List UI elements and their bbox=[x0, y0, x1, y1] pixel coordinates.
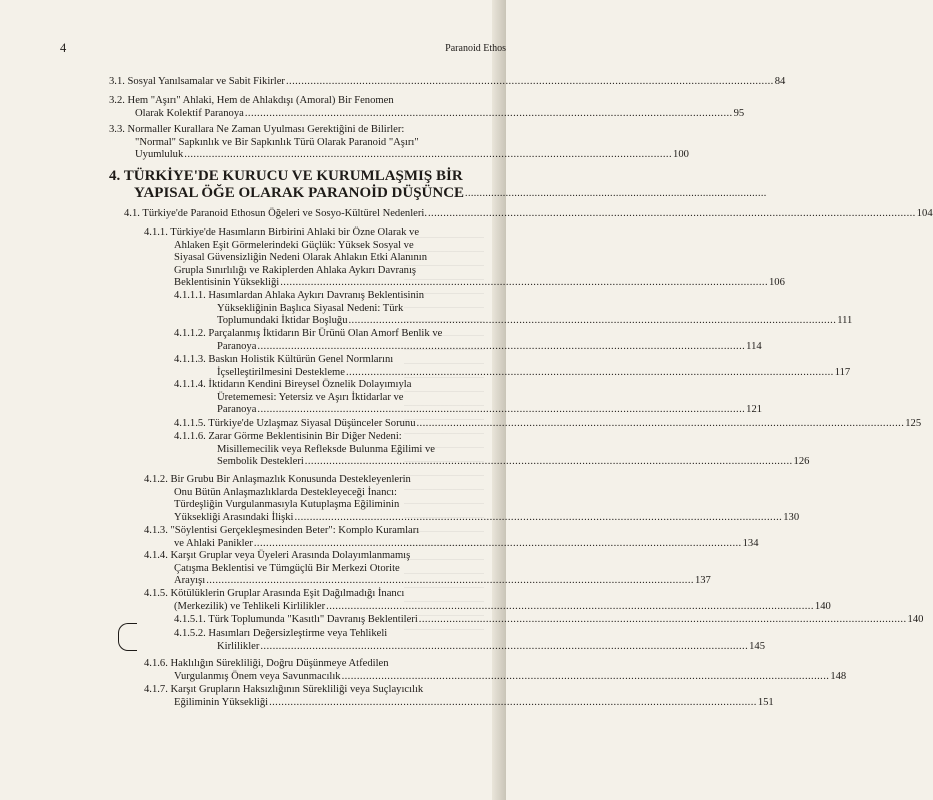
toc-entry-text: 4.1.5.1. Türk Toplumunda "Kasıtlı" Davranış Beklentileri bbox=[174, 614, 418, 625]
toc-entry-text: "Normal" Sapkınlık ve Bir Sapkınlık Türü Olarak Paranoid "Aşırı" bbox=[135, 136, 419, 148]
toc-entry-page: 84 bbox=[774, 76, 786, 87]
toc-entry-page: 117 bbox=[834, 366, 851, 378]
toc-entry-text: (Merkezilik) ve Tehlikeli Kirlilikler bbox=[174, 600, 326, 612]
toc-entry-text: 4.1.6. Haklılığın Sürekliliği, Doğru Düşünmeye Atfedilen bbox=[144, 658, 389, 669]
toc-entry-text: Eğiliminin Yüksekliği bbox=[174, 696, 269, 708]
toc-entry-page: 148 bbox=[830, 670, 847, 682]
toc-entry-text: 4.1.7. Karşıt Grupların Haksızlığının Sürekliliği veya Suçlayıcılık bbox=[144, 684, 424, 695]
toc-entry-page: 140 bbox=[814, 600, 831, 612]
toc-entry-text: Beklentisinin Yüksekliği bbox=[174, 277, 280, 289]
toc-entry-text: Grupla Sınırlılığı ve Rakiplerden Ahlaka Aykırı Davranış bbox=[174, 264, 417, 276]
leader-dots bbox=[465, 185, 767, 202]
toc-entry-4-1-1-4 bbox=[174, 379, 763, 417]
toc-entry-text: Kirlilikler bbox=[217, 640, 260, 652]
toc-entry-text: Paranoya bbox=[217, 404, 257, 416]
toc-entry-text: Yüksekliğinin Başlıca Siyasal Nedeni: Türk bbox=[217, 302, 404, 314]
toc-entry-text: 4.1.4. Karşıt Gruplar veya Üyeleri Arasında Dolayımlanmamış bbox=[144, 550, 411, 561]
toc-entry-text: 3.3. Normaller Kurallara Ne Zaman Uyulması Gerektiğini de Bilirler: bbox=[109, 124, 405, 135]
leader-dots bbox=[342, 671, 830, 684]
toc-entry-page: 100 bbox=[673, 149, 689, 161]
toc-entry-page: 140 bbox=[907, 614, 924, 625]
toc-entry-text: Türdeşliğin Vurgulanmasıyla Kutuplaşma Eğiliminin bbox=[174, 499, 400, 511]
leader-dots bbox=[286, 76, 774, 89]
toc-entry-page: 145 bbox=[749, 640, 766, 652]
toc-entry-4-1-6 bbox=[144, 658, 847, 683]
leader-dots bbox=[269, 697, 757, 710]
toc-entry-text: 4.1.2. Bir Grubu Bir Anlaşmazlık Konusunda Destekleyenlerin bbox=[144, 474, 411, 485]
toc-entry-text: 4.1. Türkiye'de Paranoid Ethosun Öğeleri ve Sosyo-Kültürel Nedenleri. bbox=[124, 208, 427, 219]
leader-dots bbox=[346, 367, 834, 380]
running-title: Paranoid Ethos bbox=[445, 43, 506, 54]
toc-entry-text: Üretememesi: Yetersiz ve Aşırı İktidarlar ve bbox=[217, 391, 404, 403]
section-heading-4 bbox=[109, 168, 506, 202]
section-heading-line2: YAPISAL ÖĞE OLARAK PARANOİD DÜŞÜNCE bbox=[134, 185, 465, 201]
toc-entry-page: 114 bbox=[746, 340, 762, 352]
section-heading-line1: 4. TÜRKİYE'DE KURUCU VE KURUMLAŞMIŞ BİR bbox=[109, 168, 463, 184]
toc-entry-text: ve Ahlaki Panikler bbox=[174, 537, 253, 549]
toc-entry-text: Misillemecilik veya Refleksde Bulunma Eğilimi ve bbox=[217, 443, 436, 455]
toc-entry-3-2 bbox=[109, 95, 745, 120]
toc-entry-text: Sembolik Destekleri bbox=[217, 456, 304, 468]
leader-dots bbox=[260, 641, 748, 654]
toc-entry-text: 3.1. Sosyal Yanılsamalar ve Sabit Fikirler bbox=[109, 76, 285, 87]
toc-entry-3-3 bbox=[109, 124, 689, 162]
toc-entry-text: Uyumluluk bbox=[135, 149, 184, 161]
leader-dots bbox=[417, 418, 905, 431]
toc-entry-text: Yüksekliği Arasındaki İlişki bbox=[174, 511, 294, 523]
toc-entry-page: 111 bbox=[837, 315, 853, 327]
toc-entry-page: 106 bbox=[769, 277, 785, 289]
toc-entry-text: 4.1.1. Türkiye'de Hasımların Birbirini Ahlaki bir Özne Olarak ve bbox=[144, 227, 420, 238]
leader-dots bbox=[419, 614, 907, 627]
toc-entry-4-1-1-1 bbox=[174, 290, 853, 328]
toc-entry-page: 121 bbox=[746, 404, 763, 416]
toc-entry-4-1-1-5 bbox=[174, 418, 922, 431]
toc-entry-text: Çatışma Beklentisi ve Tümgüçlü Bir Merkezi Otorite bbox=[174, 562, 400, 574]
toc-entry-4-1-1-2 bbox=[174, 328, 762, 353]
toc-entry-4-1-5-2 bbox=[174, 628, 766, 653]
toc-entry-page: 125 bbox=[905, 418, 922, 429]
toc-entry-4-1-4 bbox=[144, 550, 711, 588]
leader-dots bbox=[326, 601, 814, 614]
toc-entry-page: 130 bbox=[783, 511, 800, 523]
toc-entry-text: 4.1.5.2. Hasımları Değersizleştirme veya Tehlikeli bbox=[174, 628, 388, 639]
leader-dots bbox=[257, 341, 745, 354]
toc-entry-text: 4.1.3. "Söylentisi Gerçekleşmesinden Beter": Komplo Kuramları bbox=[144, 525, 420, 536]
toc-entry-4-1-3 bbox=[144, 525, 759, 550]
toc-entry-4-1-5-1 bbox=[174, 614, 924, 627]
toc-entry-text: İçselleştirilmesini Destekleme bbox=[217, 366, 345, 378]
leader-dots bbox=[206, 575, 694, 588]
toc-entry-4-1-1-3 bbox=[174, 354, 851, 379]
toc-entry-4-1-1 bbox=[144, 227, 785, 290]
toc-entry-text: Paranoya bbox=[217, 340, 257, 352]
page-number: 4 bbox=[60, 41, 67, 55]
toc-entry-page: 151 bbox=[757, 696, 774, 708]
toc-entry-text: Olarak Kolektif Paranoya bbox=[135, 107, 244, 119]
toc-entry-4-1 bbox=[124, 208, 933, 221]
leader-dots bbox=[257, 404, 745, 417]
toc-entry-text: 4.1.1.2. Parçalanmış İktidarın Bir Ürünü Olan Amorf Benlik ve bbox=[174, 328, 443, 339]
toc-entry-text: 4.1.1.6. Zarar Görme Beklentisinin Bir Diğer Nedeni: bbox=[174, 431, 402, 442]
toc-entry-page: 134 bbox=[742, 537, 759, 549]
toc-entry-3-1 bbox=[109, 76, 786, 89]
toc-entry-text: Toplumundaki İktidar Boşluğu bbox=[217, 315, 348, 327]
toc-entry-text: 3.2. Hem "Aşırı" Ahlaki, Hem de Ahlakdışı (Amoral) Bir Fenomen bbox=[109, 95, 394, 106]
leader-dots bbox=[428, 208, 916, 221]
toc-entry-4-1-1-6 bbox=[174, 431, 810, 469]
toc-entry-page: 95 bbox=[733, 107, 745, 119]
toc-entry-4-1-5 bbox=[144, 588, 831, 613]
leader-dots bbox=[294, 512, 782, 525]
toc-entry-text: Ahlaken Eşit Görmelerindeki Güçlük: Yüksek Sosyal ve bbox=[174, 239, 414, 251]
toc-entry-text: 4.1.5. Kötülüklerin Gruplar Arasında Eşit Dağılmadığı İnancı bbox=[144, 588, 405, 599]
toc-entry-text: Vurgulanmış Önem veya Savunmacılık bbox=[174, 670, 341, 682]
toc-entry-text: 4.1.1.3. Baskın Holistik Kültürün Genel Normlarını bbox=[174, 354, 394, 365]
toc-entry-text: Siyasal Güvensizliğin Nedeni Olarak Ahlakın Etki Alanının bbox=[174, 252, 428, 264]
leader-dots bbox=[349, 315, 837, 328]
toc-entry-text: 4.1.1.4. İktidarın Kendini Bireysel Öznelik Dolayımıyla bbox=[174, 379, 412, 390]
toc-entry-4-1-7 bbox=[144, 684, 774, 709]
toc-entry-page: 126 bbox=[793, 456, 810, 468]
toc-entry-page: 137 bbox=[694, 575, 711, 587]
toc-entry-text: Onu Bütün Anlaşmazlıklarda Destekleyeceği İnancı: bbox=[174, 486, 397, 498]
leader-dots bbox=[184, 149, 672, 162]
toc-entry-text: 4.1.1.5. Türkiye'de Uzlaşmaz Siyasal Düşünceler Sorunu bbox=[174, 418, 416, 429]
leader-dots bbox=[280, 277, 768, 290]
handwritten-bracket-mark bbox=[118, 623, 137, 651]
toc-entry-page: 104 bbox=[916, 208, 933, 219]
leader-dots bbox=[254, 538, 742, 551]
toc-entry-4-1-2 bbox=[144, 474, 800, 524]
toc-entry-text: 4.1.1.1. Hasımlardan Ahlaka Aykırı Davranış Beklentisinin bbox=[174, 290, 424, 301]
toc-entry-text: Arayışı bbox=[174, 575, 206, 587]
leader-dots bbox=[245, 108, 733, 121]
leader-dots bbox=[305, 456, 793, 469]
